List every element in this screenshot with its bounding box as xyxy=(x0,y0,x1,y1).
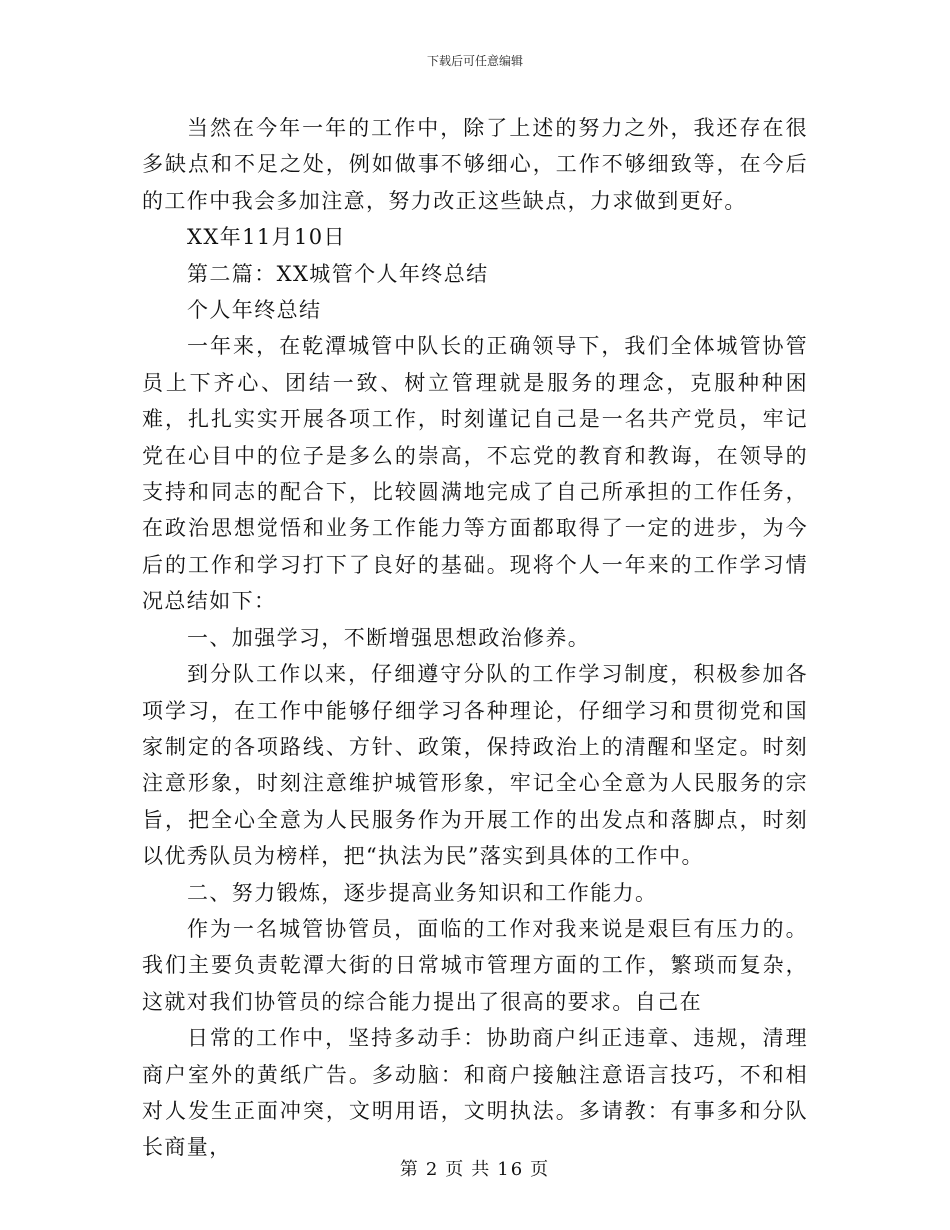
footer-page-word: 页 xyxy=(445,1159,466,1180)
document-body xyxy=(142,110,808,1166)
footer-total-word: 共 xyxy=(471,1159,492,1180)
paragraph-intro: 一年来，在乾潭城管中队长的正确领导下，我们全体城管协管员上下齐心、团结一致、树立管理就是服务的理念，克服种种困难，扎扎实实开展各项工作，时刻谨记自己是一名共产党员，牢记党在心目中的位子是多么的崇高，不忘党的教育和教诲，在领导的支持和同志的配合下，比较圆满地完成了自己所承担的工作任务，在政治思想觉悟和业务工作能力等方面都取得了一定的进步，为今后的工作和学习打下了良好的基础。现将个人一年来的工作学习情况总结如下： xyxy=(142,334,808,614)
page-header: 下载后可任意编辑 xyxy=(426,54,523,68)
footer-total-pages: 16 xyxy=(497,1159,525,1180)
paragraph-date: XX年11月10日 xyxy=(187,225,346,250)
footer-prefix: 第 xyxy=(399,1159,420,1180)
heading-training: 二、努力锻炼，逐步提高业务知识和工作能力。 xyxy=(187,880,658,905)
paragraph-training: 作为一名城管协管员，面临的工作对我来说是艰巨有压力的。我们主要负责乾潭大街的日常城市管理方面的工作，繁琐而复杂，这就对我们协管员的综合能力提出了很高的要求。自己在 xyxy=(142,916,808,1014)
paragraph-closing-remarks: 当然在今年一年的工作中，除了上述的努力之外，我还存在很多缺点和不足之处，例如做事不够细心，工作不够细致等，在今后的工作中我会多加注意，努力改正这些缺点，力求做到更好。 xyxy=(142,116,808,213)
footer-current-page: 2 xyxy=(425,1159,440,1180)
document-subtitle: 个人年终总结 xyxy=(187,298,322,323)
section-title: 第二篇：XX城管个人年终总结 xyxy=(187,261,489,286)
footer-suffix: 页 xyxy=(530,1159,551,1180)
page-footer xyxy=(0,1155,950,1181)
paragraph-daily-work: 日常的工作中，坚持多动手：协助商户纠正违章、违规，清理商户室外的黄纸广告。多动脑：和商户接触注意语言技巧，不和相对人发生正面冲突，文明用语，文明执法。多请教：有事多和分队长商量， xyxy=(142,1026,808,1160)
paragraph-study: 到分队工作以来，仔细遵守分队的工作学习制度，积极参加各项学习，在工作中能够仔细学习各种理论，仔细学习和贯彻党和国家制定的各项路线、方针、政策，保持政治上的清醒和坚定。时刻注意形象，时刻注意维护城管形象，牢记全心全意为人民服务的宗旨，把全心全意为人民服务作为开展工作的出发点和落脚点，时刻以优秀队员为榜样，把“执法为民”落实到具体的工作中。 xyxy=(142,662,808,869)
heading-study: 一、加强学习，不断增强思想政治修养。 xyxy=(187,625,591,650)
